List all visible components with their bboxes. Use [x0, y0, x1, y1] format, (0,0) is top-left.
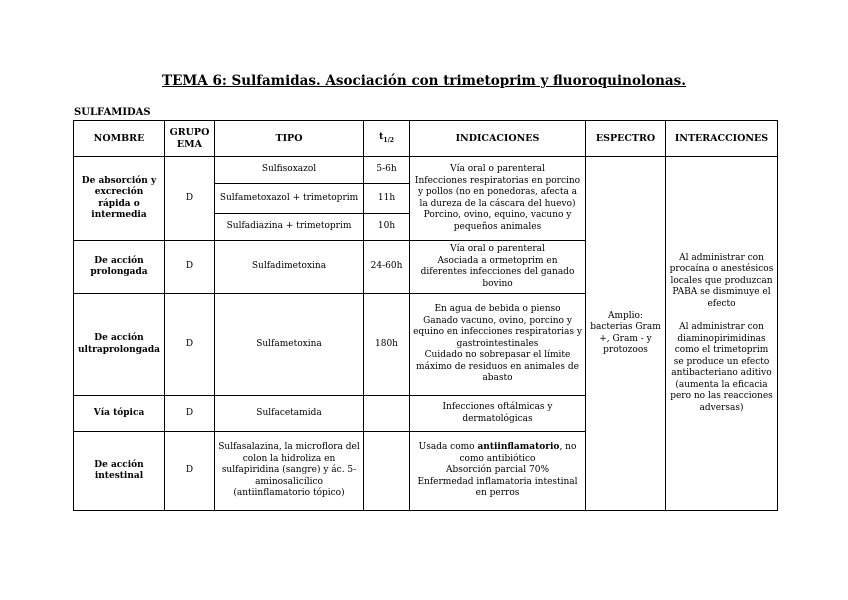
row-t: 24-60h	[364, 241, 410, 294]
row-t	[364, 396, 410, 432]
indicacion-line	[413, 442, 582, 465]
row-t: 180h	[364, 294, 410, 396]
row-t: 5-6h	[364, 157, 410, 184]
page-title: TEMA 6: Sulfamidas. Asociación con trimetoprim y fluoroquinolonas.	[162, 73, 686, 89]
table-header-row	[74, 121, 778, 157]
row-grupo: D	[165, 157, 215, 241]
indicacion-line: Porcino, ovino, equino, vacuno y pequeños animales	[423, 210, 572, 232]
row-nombre: De acción intestinal	[74, 432, 165, 511]
header-grupo: GRUPO EMA	[165, 121, 215, 157]
indicacion-line: Cuidado no sobrepasar el límite máximo de residuos en animales de abasto	[416, 350, 579, 384]
row-tipo: Sulfadimetoxina	[215, 241, 364, 294]
indicacion-line: Vía oral o parenteral	[450, 244, 545, 254]
section-heading: SULFAMIDAS	[74, 107, 151, 118]
row-nombre: De acción prolongada	[74, 241, 165, 294]
espectro-cell: Amplio: bacterias Gram +, Gram - y protozoos	[586, 157, 666, 511]
row-tipo: Sulfametoxazol + trimetoprim	[215, 184, 364, 214]
header-nombre: NOMBRE	[74, 121, 165, 157]
row-tipo: Sulfisoxazol	[215, 157, 364, 184]
ind-pre: Usada como	[418, 442, 478, 453]
row-indicaciones	[410, 241, 586, 294]
row-t	[364, 432, 410, 511]
header-indicaciones: INDICACIONES	[410, 121, 586, 157]
header-t-sub: 1/2	[383, 136, 394, 144]
row-nombre: De acción ultraprolongada	[74, 294, 165, 396]
indicacion-line: Enfermedad inflamatoria intestinal en perros	[417, 476, 578, 499]
row-tipo: Sulfametoxina	[215, 294, 364, 396]
row-tipo: Sulfacetamida	[215, 396, 364, 432]
indicacion-line: Ganado vacuno, ovino, porcino y equino en infecciones respiratorias y gastrointestinales	[413, 315, 582, 349]
row-grupo: D	[165, 432, 215, 511]
ind-bold: antiinflamatorio	[477, 442, 560, 453]
row-tipo: Sulfasalazina, la microflora del colon la hidroliza en sulfapiridina (sangre) y ác. 5-aminosalicílico (antiinflamatorio tópico)	[215, 432, 364, 511]
row-indicaciones	[410, 396, 586, 432]
row-indicaciones	[410, 294, 586, 396]
indicacion-line: Absorción parcial 70%	[445, 465, 550, 476]
row-t: 10h	[364, 214, 410, 241]
row-nombre: Vía tópica	[74, 396, 165, 432]
interaccion-paragraph: Al administrar con diaminopirimidinas como el trimetoprim se produce un efecto antibacteriano aditivo (aumenta la eficacia pero no las reacciones adversas)	[670, 322, 773, 413]
row-indicaciones	[410, 432, 586, 511]
indicacion-line: Vía oral o parenteral	[450, 164, 545, 174]
indicacion-line: Infecciones oftálmicas y dermatológicas	[442, 402, 553, 424]
header-half-life	[364, 121, 410, 157]
table-row	[74, 157, 778, 184]
row-grupo: D	[165, 241, 215, 294]
row-indicaciones	[410, 157, 586, 241]
interaccion-paragraph: Al administrar con procaína o anestésicos locales que produzcan PABA se disminuye el efecto	[669, 252, 774, 309]
indicacion-line: Infecciones respiratorias en porcino y pollos (no en ponedoras, afecta a la dureza de la cáscara del huevo)	[414, 175, 581, 209]
indicacion-line: Asociada a ormetoprim en diferentes infecciones del ganado bovino	[420, 255, 575, 289]
row-grupo: D	[165, 294, 215, 396]
header-interacciones: INTERACCIONES	[666, 121, 778, 157]
indicacion-line: En agua de bebida o pienso	[434, 304, 561, 315]
sulfamidas-table	[73, 120, 778, 511]
header-espectro: ESPECTRO	[586, 121, 666, 157]
header-tipo: TIPO	[215, 121, 364, 157]
row-t: 11h	[364, 184, 410, 214]
row-tipo: Sulfadiazina + trimetoprim	[215, 214, 364, 241]
ind-post: , no como antibiótico	[459, 442, 577, 464]
row-nombre: De absorción y excreción rápida o intermedia	[74, 157, 165, 241]
header-t: t	[379, 130, 384, 142]
interacciones-cell	[666, 157, 778, 511]
row-grupo: D	[165, 396, 215, 432]
